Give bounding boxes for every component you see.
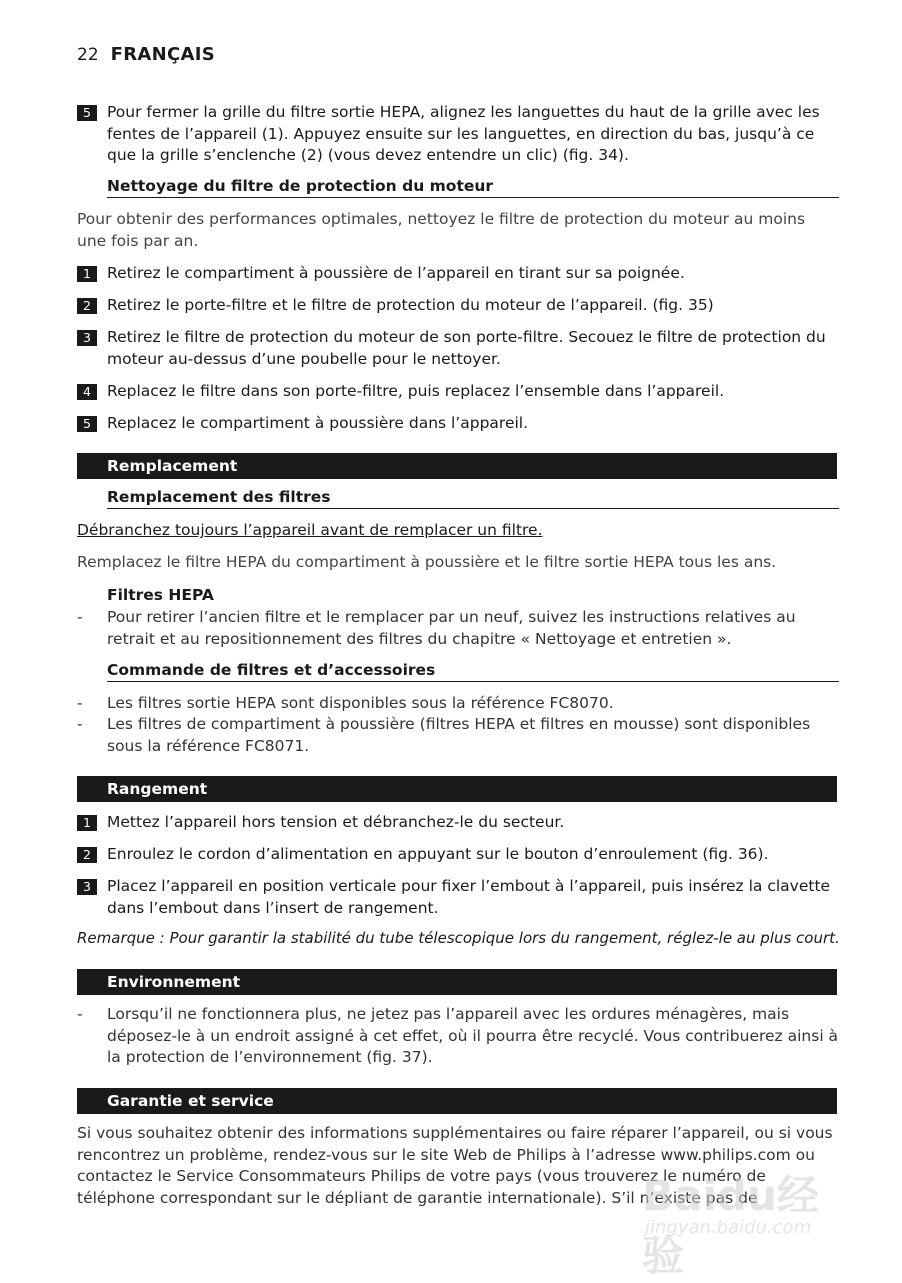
step-number: 1: [77, 266, 97, 282]
section-bar-replacement: Remplacement: [77, 453, 837, 479]
step-number: 1: [77, 815, 97, 831]
watermark-logo: Baidu经验: [642, 1171, 819, 1280]
step-text: Retirez le porte-filtre et le filtre de protection du moteur de l’appareil. (fig. 35): [107, 296, 714, 314]
step-text: Retirez le filtre de protection du moteur de son porte-filtre. Secouez le filtre de protection du moteur au-dessus d’une poubelle pour le nettoyer.: [107, 328, 826, 368]
section-subtitle: Remplacement des filtres: [107, 488, 839, 509]
page-number: 22: [77, 45, 99, 65]
step-text: Placez l’appareil en position verticale pour fixer l’embout à l’appareil, puis insérez la clavette dans l’embout dans l’insert de rangement.: [107, 877, 831, 917]
step-number: 5: [77, 416, 97, 432]
watermark: [640, 1145, 850, 1280]
step-number: 4: [77, 384, 97, 400]
warning-text: Débranchez toujours l’appareil avant de remplacer un filtre.: [77, 521, 543, 539]
paragraph: Si vous souhaitez obtenir des informations supplémentaires ou faire réparer l’appareil, ou si vous rencontrez un problème, rendez-vous sur le site Web de Philips à l’adresse www.philips.com ou contactez le Service Consommateurs Philips de votre pays (vous trouverez le numéro de téléphone correspondant sur le dépliant de garantie internationale). S’il n’existe pas de: [77, 1124, 833, 1207]
paragraph: Pour obtenir des performances optimales, nettoyez le filtre de protection du moteur au moins une fois par an.: [77, 210, 806, 250]
step-text: Enroulez le cordon d’alimentation en appuyant sur le bouton d’enroulement (fig. 36).: [107, 845, 769, 863]
watermark-url: jingyan.baidu.com: [645, 1217, 812, 1238]
note-text: Remarque : Pour garantir la stabilité du tube télescopique lors du rangement, réglez-le au plus court.: [77, 929, 840, 947]
manual-page: 22 FRANÇAIS 5 Pour fermer la grille du filtre sortie HEPA, alignez les languettes du haut de la grille avec les fentes de l’appareil (1). Appuyez ensuite sur les languettes, en direction du bas, jusqu’à ce que la grille s’enclenche (2) (vous devez entendre un clic) (fig. 34). Nettoyage du filtre de protection du moteur Pour obtenir des performances optimales, nettoyez le filtre de protection du moteur au moins une fois par an. 1 Retirez le compartiment à poussière de l’appareil en tirant sur sa poignée. 2 Retirez le porte-filtre et le filtre de protection du moteur de l’appareil. (fig. 35) 3 Retirez le filtre de protection du moteur de son porte-filtre. Secouez le filtre de protection du moteur au-dessus d’une poubelle pour le nettoyer. 4 Replacez le filtre dans son porte-filtre, puis replacez l’ensemble dans l’appareil. 5 Replacez le compartiment à poussière dans l’appareil. Remplacement Remplacement des filtres Débranchez toujours l’appareil avant de remplacer un filtre. Remplacez le filtre HEPA du compartiment à poussière et le filtre sortie HEPA tous les ans. Filtres HEPA - Pour retirer l’ancien filtre et le remplacer par un neuf, suivez les instructions relatives au retrait et au repositionnement des filtres du chapitre « Nettoyage et entretien ». Commande de filtres et d’accessoires - Les filtres sortie HEPA sont disponibles sous la référence FC8070. - Les filtres de compartiment à poussière (filtres HEPA et filtres en mousse) sont disponibles sous la référence FC8071. Rangement 1 Mettez l’appareil hors tension et débranchez-le du secteur. 2 Enroulez le cordon d’alimentation en appuyant sur le bouton d’enroulement (fig. 36). 3 Placez l’appareil en position verticale pour fixer l’embout à l’appareil, puis insérez la clavette dans l’embout dans l’insert de rangement. Remarque : Pour garantir la stabilité du tube télescopique lors du rangement, réglez-le au plus court. Environnement - Lorsqu’il ne fonctionnera plus, ne jetez pas l’appareil avec les ordures ménagères, mais déposez-le à un endroit assigné à cet effet, où il pourra être recyclé. Vous contribuerez ainsi à la protection de l’environnement (fig. 37). Garantie et service Si vous souhaitez obtenir des informations supplémentaires ou faire réparer l’appareil, ou si vous rencontrez un problème, rendez-vous sur le site Web de Philips à l’adresse www.philips.com ou contactez le Service Consommateurs Philips de votre pays (vous trouverez le numéro de téléphone correspondant sur le dépliant de garantie internationale). S’il n’existe pas de Baidu经验 jingyan.baidu.com: [0, 0, 902, 1280]
step-text: Replacez le filtre dans son porte-filtre, puis replacez l’ensemble dans l’appareil.: [107, 382, 725, 400]
paragraph: Remplacez le filtre HEPA du compartiment à poussière et le filtre sortie HEPA tous les ans.: [77, 553, 777, 571]
subheading: Filtres HEPA: [107, 586, 214, 604]
section-bar-storage: Rangement: [77, 776, 837, 802]
step-text: Pour fermer la grille du filtre sortie HEPA, alignez les languettes du haut de la grille avec les fentes de l’appareil (1). Appuyez ensuite sur les languettes, en direction du bas, jusqu’à ce que la grille s’enclenche (2) (vous devez entendre un clic) (fig. 34).: [107, 103, 820, 164]
step-text: Retirez le compartiment à poussière de l’appareil en tirant sur sa poignée.: [107, 264, 685, 282]
step-number: 5: [77, 105, 97, 121]
section-bar-warranty: Garantie et service: [77, 1088, 837, 1114]
step-text: Replacez le compartiment à poussière dans l’appareil.: [107, 414, 529, 432]
step-text: Mettez l’appareil hors tension et débranchez-le du secteur.: [107, 813, 565, 831]
section-bar-environment: Environnement: [77, 969, 837, 995]
language-title: FRANÇAIS: [110, 44, 215, 65]
step-number: 3: [77, 330, 97, 346]
section-subtitle: Nettoyage du filtre de protection du moteur: [107, 177, 839, 198]
page-header: [77, 44, 215, 65]
step-number: 2: [77, 847, 97, 863]
section-subtitle: Commande de filtres et d’accessoires: [107, 661, 839, 682]
step-number: 3: [77, 879, 97, 895]
step-number: 2: [77, 298, 97, 314]
